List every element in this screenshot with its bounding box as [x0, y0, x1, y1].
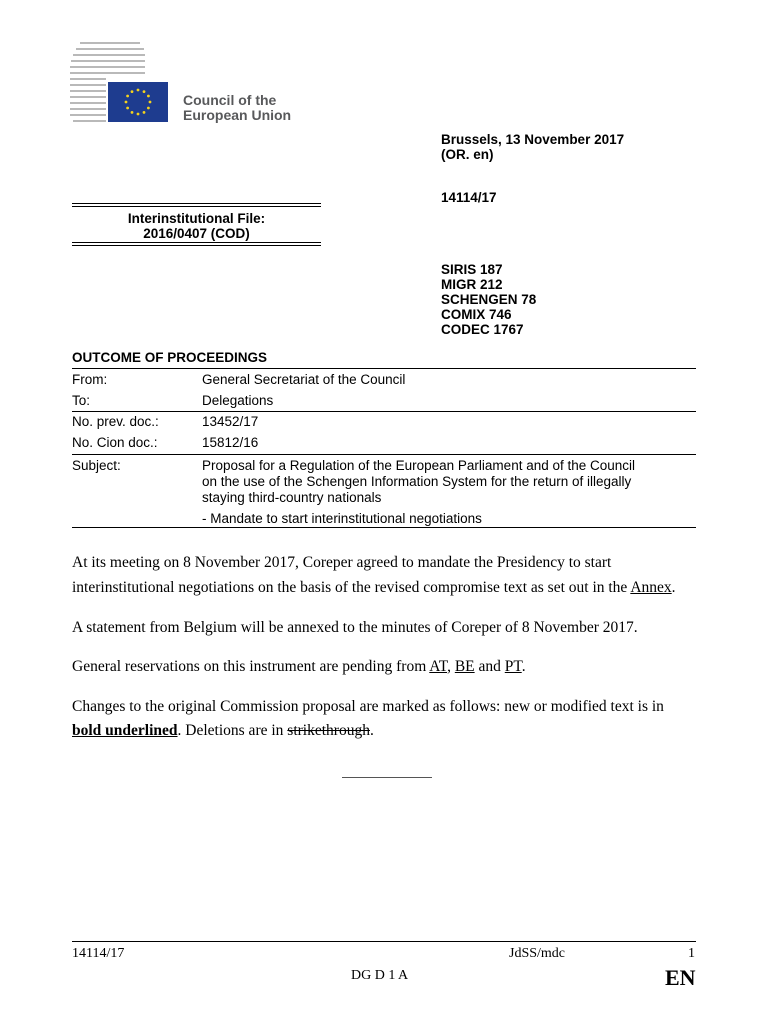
footer-doc-number: 14114/17 — [72, 946, 125, 961]
interinst-number: 2016/0407 (COD) — [143, 226, 250, 241]
to-value: Delegations — [202, 393, 274, 408]
interinst-bottom-rule-2 — [72, 245, 321, 246]
outcome-title: OUTCOME OF PROCEEDINGS — [72, 350, 268, 365]
footer-rule — [72, 941, 696, 942]
paragraph-3-text: General reservations on this instrument are pending from — [72, 658, 430, 675]
country-be: BE — [454, 658, 475, 675]
subject-value — [202, 458, 692, 506]
code-codec: CODEC 1767 — [441, 322, 524, 337]
eu-flag-icon — [108, 82, 168, 122]
interinstitutional-file — [72, 211, 321, 241]
footer-dg: DG D 1 A — [351, 968, 409, 983]
subject-line-1: Proposal for a Regulation of the European Parliament and of the Council — [202, 458, 636, 473]
interinst-top-rule — [72, 203, 321, 204]
paragraph-3-comma: , — [447, 658, 455, 675]
document-number: 14114/17 — [441, 190, 497, 205]
annex-link[interactable]: Annex — [630, 579, 672, 596]
paragraph-4-line-2 — [72, 722, 702, 740]
logo-text-line2: European Union — [183, 107, 292, 123]
classification-codes — [441, 262, 536, 337]
paragraph-4-line-1: Changes to the original Commission proposal are marked as follows: new or modified text is in — [72, 698, 664, 715]
from-label: From: — [72, 372, 108, 387]
end-separator — [342, 777, 432, 778]
cion-doc-label: No. Cion doc.: — [72, 435, 158, 450]
paragraph-2: A statement from Belgium will be annexed to the minutes of Coreper of 8 November 2017. — [72, 619, 638, 636]
interinst-top-rule-2 — [72, 206, 321, 207]
interinst-bottom-rule — [72, 242, 321, 243]
code-migr: MIGR 212 — [441, 277, 503, 292]
footer-initials: JdSS/mdc — [509, 946, 566, 961]
outcome-rule-3 — [72, 454, 696, 455]
subject-line-3: staying third-country nationals — [202, 490, 382, 505]
paragraph-1-end: . — [671, 579, 676, 596]
country-pt: PT — [504, 658, 522, 675]
outcome-rule-top — [72, 368, 696, 369]
country-at: AT — [429, 658, 448, 675]
original-language: (OR. en) — [441, 147, 494, 162]
outcome-rule-bottom — [72, 527, 696, 528]
prev-doc-value: 13452/17 — [202, 414, 259, 429]
code-siris: SIRIS 187 — [441, 262, 503, 277]
council-logo — [70, 40, 310, 130]
paragraph-3 — [72, 658, 702, 676]
code-comix: COMIX 746 — [441, 307, 512, 322]
subject-line-2: on the use of the Schengen Information System for the return of illegally — [202, 474, 632, 489]
prev-doc-label: No. prev. doc.: — [72, 414, 159, 429]
code-schengen: SCHENGEN 78 — [441, 292, 537, 307]
subject-mandate: - Mandate to start interinstitutional negotiations — [202, 511, 482, 526]
subject-label: Subject: — [72, 458, 121, 473]
paragraph-4-mid: . Deletions are in — [177, 722, 288, 739]
footer-language: EN — [665, 965, 696, 990]
paragraph-3-and: and — [474, 658, 505, 675]
strikethrough-example: strikethrough — [287, 722, 370, 739]
paragraph-1-line-1: At its meeting on 8 November 2017, Coreper agreed to mandate the Presidency to start — [72, 554, 612, 571]
outcome-rule-2 — [72, 411, 696, 412]
cion-doc-value: 15812/16 — [202, 435, 259, 450]
from-value: General Secretariat of the Council — [202, 372, 406, 387]
paragraph-1-line-2 — [72, 579, 702, 597]
footer-page-number: 1 — [688, 946, 695, 961]
logo-text-line1: Council of the — [183, 92, 277, 108]
bold-underlined-example: bold underlined — [72, 722, 178, 739]
paragraph-4-end: . — [369, 722, 374, 739]
paragraph-3-end: . — [521, 658, 526, 675]
to-label: To: — [72, 393, 91, 408]
place-date: Brussels, 13 November 2017 — [441, 132, 625, 147]
paragraph-1-text: interinstitutional negotiations on the basis of the revised compromise text as set out in the — [72, 579, 631, 596]
interinst-label: Interinstitutional File: — [127, 211, 266, 226]
